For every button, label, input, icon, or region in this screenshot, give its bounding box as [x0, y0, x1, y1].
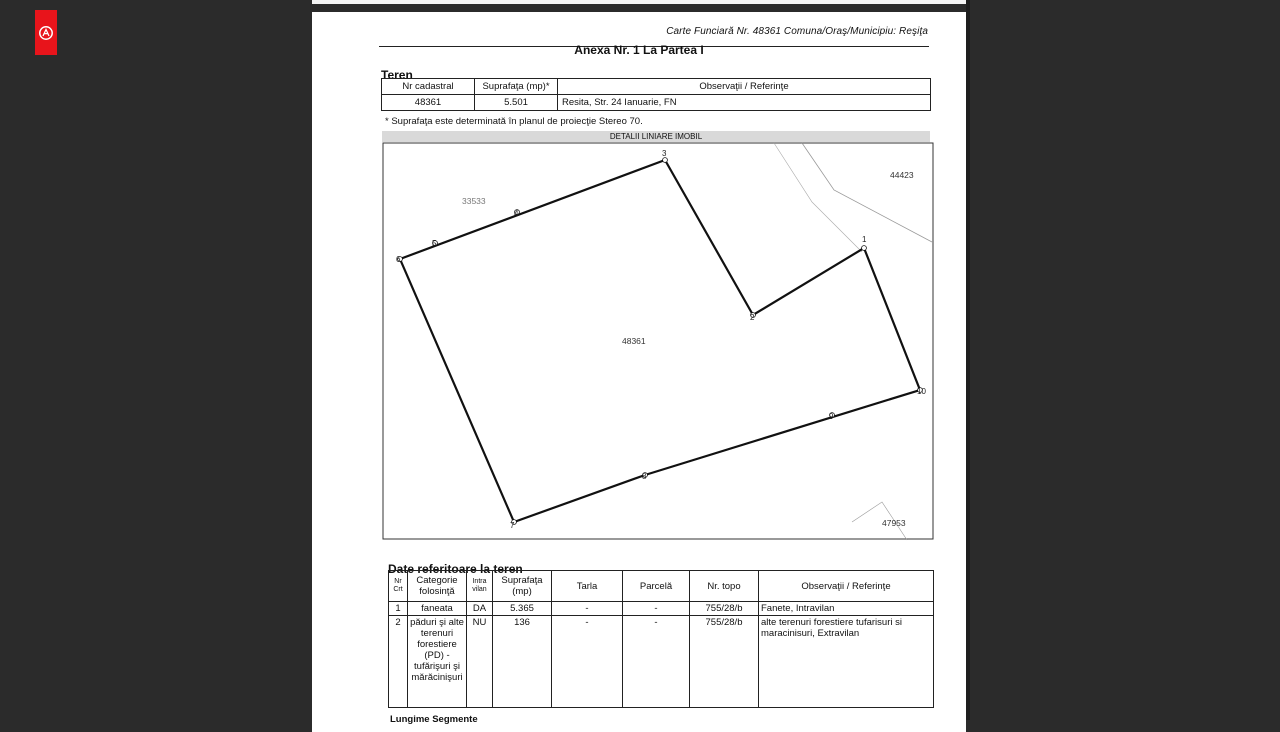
land-notes-value: Resita, Str. 24 Ianuarie, FN: [558, 95, 931, 111]
land-cadastral-value: 48361: [382, 95, 475, 111]
land-header-area: Suprafaţa (mp)*: [475, 79, 558, 95]
table-row: [389, 602, 934, 616]
vertex-label-9: 9: [829, 412, 834, 421]
row2-notes: alte terenuri forestiere tufarisuri si maracinisuri, Extravilan: [759, 616, 934, 708]
col-nr-crt: Nr Crt: [389, 571, 408, 602]
ai-logo-icon: [38, 25, 54, 41]
document-top-edge: [312, 0, 966, 4]
vertex-label-7: 7: [510, 521, 515, 530]
row1-parcel: -: [623, 602, 690, 616]
neighbor-label-44423: 44423: [890, 170, 914, 180]
land-header-cadastral: Nr cadastral: [382, 79, 475, 95]
row1-category: faneata: [408, 602, 467, 616]
col-area: Suprafaţa (mp): [493, 571, 552, 602]
map-band: DETALII LINIARE IMOBIL: [382, 131, 930, 142]
vertex-label-6: 6: [396, 255, 401, 264]
parcel-map: [382, 142, 934, 542]
row1-topo: 755/28/b: [690, 602, 759, 616]
col-parcel: Parcelă: [623, 571, 690, 602]
row2-parcel: -: [623, 616, 690, 708]
document-header: Carte Funciară Nr. 48361 Comuna/Oraş/Municipiu: Reşiţa: [666, 26, 928, 37]
vertex-label-8: 8: [642, 472, 647, 481]
table-row: [389, 616, 934, 708]
vertex-label-4: 4: [514, 209, 519, 218]
row1-notes: Fanete, Intravilan: [759, 602, 934, 616]
vertex-label-1: 1: [862, 235, 867, 244]
neighbor-label-33533: 33533: [462, 196, 486, 206]
col-category: Categorie folosinţă: [408, 571, 467, 602]
land-area-value: 5.501: [475, 95, 558, 111]
row2-tarla: -: [552, 616, 623, 708]
col-topo: Nr. topo: [690, 571, 759, 602]
row2-category: păduri şi alte terenuri forestiere (PD) - tufărişuri şi mărăcinişuri: [408, 616, 467, 708]
land-note: * Suprafaţa este determinată în planul de proiecţie Stereo 70.: [385, 116, 643, 127]
row2-nr: 2: [389, 616, 408, 708]
viewer-scrollbar[interactable]: [966, 0, 970, 720]
land-use-table: [388, 570, 934, 708]
row1-tarla: -: [552, 602, 623, 616]
vertex-label-5: 5: [432, 239, 437, 248]
vertex-3: [663, 158, 668, 163]
neighbor-label-47953: 47953: [882, 518, 906, 528]
vertex-label-3: 3: [662, 149, 667, 158]
vertex-1: [862, 246, 867, 251]
row1-area: 5.365: [493, 602, 552, 616]
land-table: [381, 78, 931, 111]
col-intravilan: Intra vilan: [467, 571, 493, 602]
col-notes: Observaţii / Referinţe: [759, 571, 934, 602]
land-header-notes: Observaţii / Referinţe: [558, 79, 931, 95]
app-logo[interactable]: [35, 10, 57, 55]
section-land-title: Teren: [381, 68, 413, 82]
section-data-title: Date referitoare la teren: [388, 562, 523, 576]
row2-topo: 755/28/b: [690, 616, 759, 708]
document-page: [312, 12, 966, 732]
footer-section-title: Lungime Segmente: [390, 714, 478, 725]
parcel-id-label: 48361: [622, 336, 646, 346]
vertex-label-2: 2: [750, 313, 755, 322]
col-tarla: Tarla: [552, 571, 623, 602]
row1-nr: 1: [389, 602, 408, 616]
vertex-label-10: 10: [917, 387, 926, 396]
row1-intravilan: DA: [467, 602, 493, 616]
row2-area: 136: [493, 616, 552, 708]
row2-intravilan: NU: [467, 616, 493, 708]
document-title: Anexa Nr. 1 La Partea I: [574, 43, 704, 57]
